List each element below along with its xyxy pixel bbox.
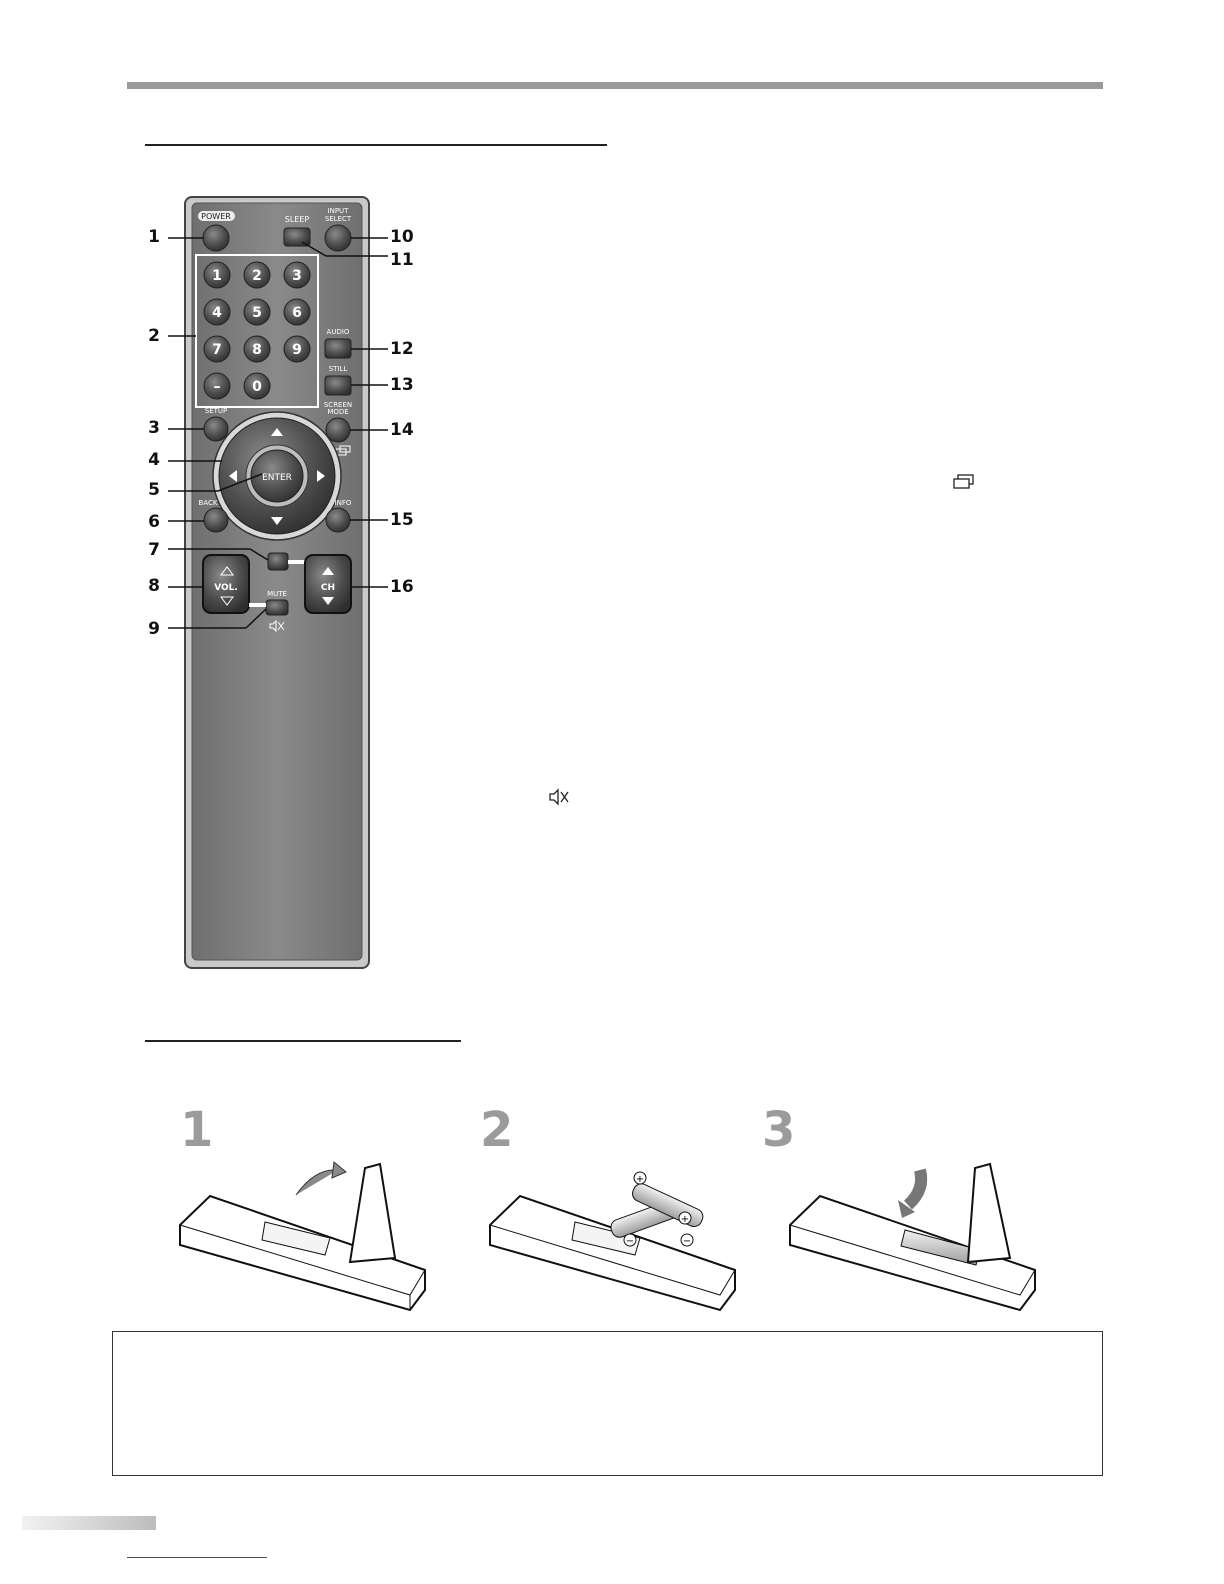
digit-label: 8	[252, 342, 262, 358]
still-button[interactable]	[325, 376, 351, 395]
digit-label: 9	[292, 342, 302, 358]
digit-label: –	[213, 379, 221, 395]
digit-label: 7	[212, 342, 222, 358]
section-rule-battery	[145, 1040, 461, 1042]
button-7[interactable]	[268, 553, 288, 570]
info-button[interactable]	[326, 508, 350, 532]
page-number-tab	[22, 1516, 156, 1530]
step-number-1: 1	[180, 1102, 214, 1158]
callout-4: 4	[148, 450, 160, 470]
callout-13: 13	[390, 375, 414, 395]
step-number-3: 3	[762, 1102, 796, 1158]
mute-button[interactable]	[266, 600, 288, 615]
input-select-button[interactable]	[325, 225, 351, 251]
ch-label: CH	[320, 583, 336, 593]
callout-5: 5	[148, 480, 160, 500]
still-label: STILL	[328, 365, 348, 373]
back-label: BACK	[198, 499, 218, 507]
footer-rule	[127, 1557, 267, 1558]
sleep-label: SLEEP	[284, 215, 310, 224]
input-label-1: INPUT	[327, 207, 349, 215]
digit-label: 6	[292, 305, 302, 321]
callout-9: 9	[148, 619, 160, 639]
svg-text:+: +	[635, 1174, 645, 1185]
digit-label: 2	[252, 268, 262, 284]
setup-button[interactable]	[204, 417, 228, 441]
callout-10: 10	[390, 227, 414, 247]
info-label: INFO	[334, 499, 352, 507]
step-number-2: 2	[480, 1102, 514, 1158]
callout-6: 6	[148, 512, 160, 532]
battery-step-3-figure	[790, 1164, 1035, 1310]
battery-step-1-figure	[180, 1162, 425, 1310]
callout-15: 15	[390, 510, 414, 530]
svg-text:−: −	[682, 1236, 692, 1247]
battery-step-2-figure	[490, 1172, 735, 1310]
digit-label: 4	[212, 305, 222, 321]
sleep-button[interactable]	[284, 228, 310, 246]
enter-label: ENTER	[262, 473, 292, 483]
callout-3: 3	[148, 418, 160, 438]
battery-illustrations	[170, 1150, 1070, 1320]
setup-label: SETUP	[204, 407, 228, 415]
callout-2: 2	[148, 326, 160, 346]
screen-label-1: SCREEN	[323, 401, 353, 409]
digit-label: 5	[252, 305, 262, 321]
callout-8: 8	[148, 576, 160, 596]
input-label-2: SELECT	[324, 215, 352, 223]
digit-label: 3	[292, 268, 302, 284]
callout-16: 16	[390, 577, 414, 597]
callout-7: 7	[148, 540, 160, 560]
callout-1: 1	[148, 227, 160, 247]
mute-label: MUTE	[267, 590, 287, 598]
svg-text:−: −	[625, 1236, 635, 1247]
callout-14: 14	[390, 420, 414, 440]
power-button[interactable]	[203, 225, 229, 251]
speaker-mute-icon	[548, 788, 570, 806]
screen-mode-icon	[952, 474, 976, 490]
power-label: POWER	[201, 212, 231, 221]
vol-label: VOL.	[214, 583, 238, 593]
note-box	[112, 1331, 1103, 1476]
screen-label-2: MODE	[327, 408, 349, 416]
audio-button[interactable]	[325, 339, 351, 358]
callout-12: 12	[390, 339, 414, 359]
back-button[interactable]	[204, 508, 228, 532]
svg-text:+: +	[680, 1214, 690, 1225]
callout-11: 11	[390, 250, 414, 270]
digit-label: 0	[252, 379, 262, 395]
audio-label: AUDIO	[326, 328, 350, 336]
digit-label: 1	[212, 268, 222, 284]
